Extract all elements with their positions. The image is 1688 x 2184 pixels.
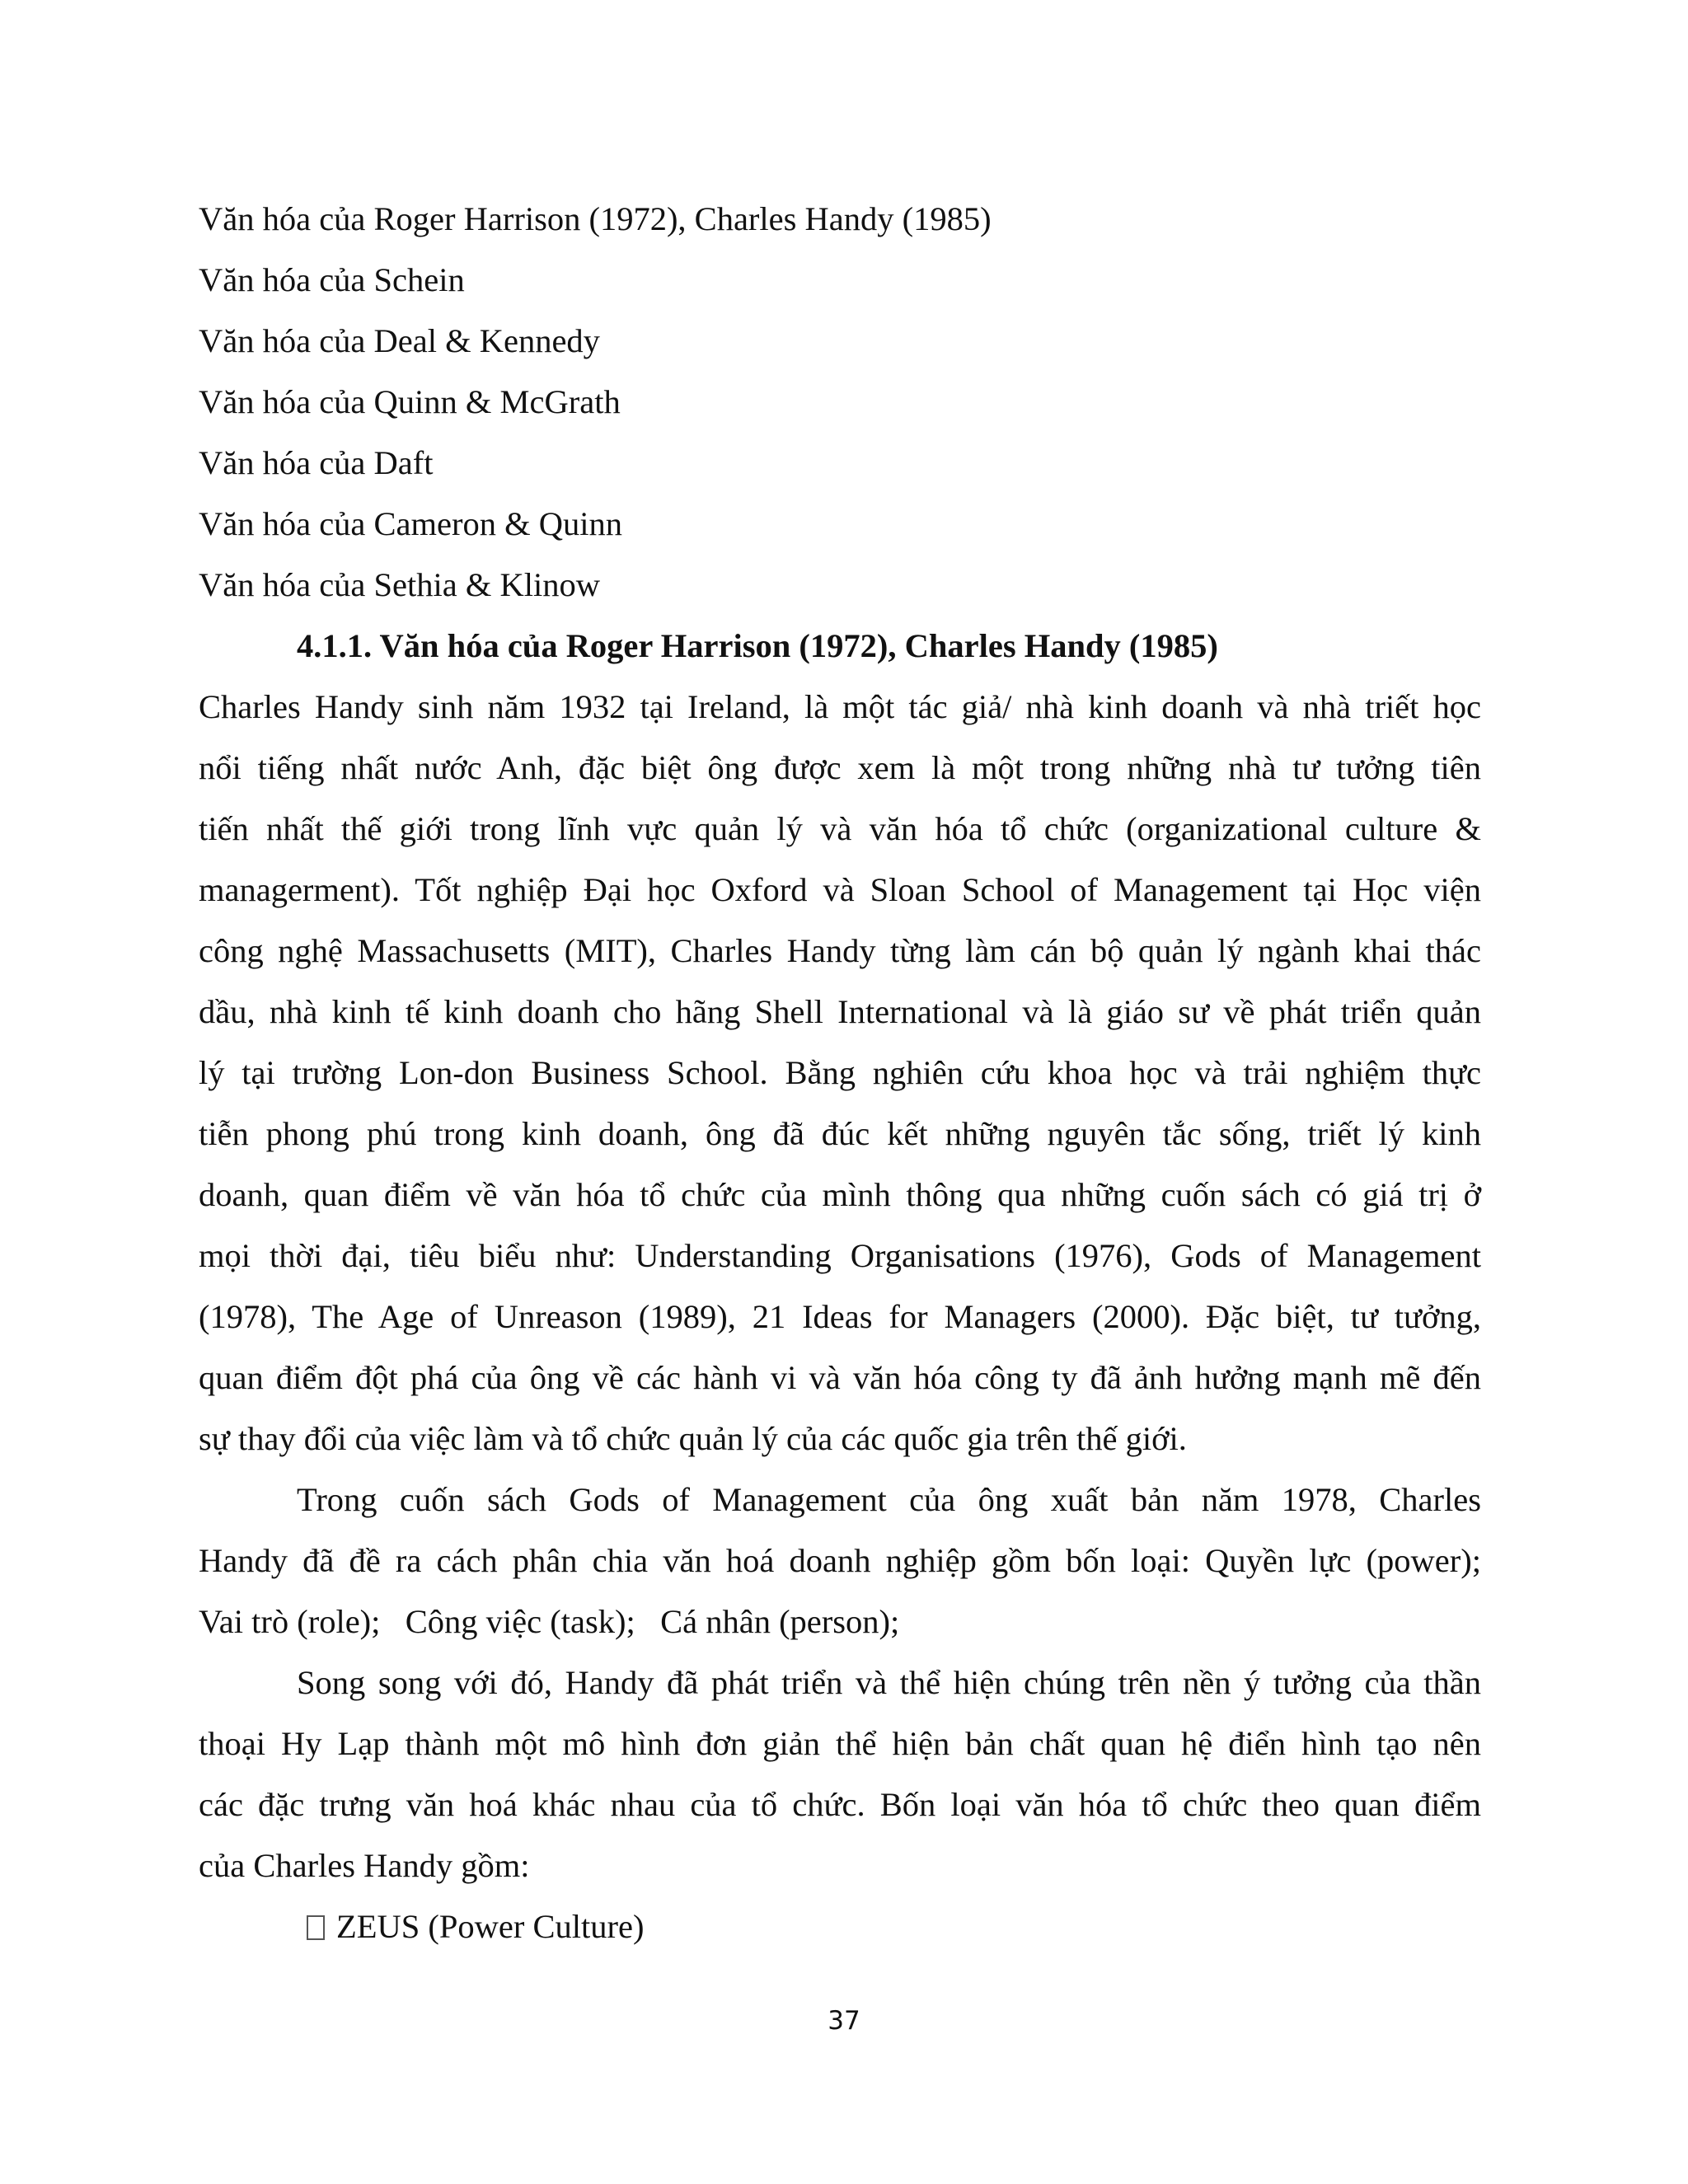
paragraph-line: tiến nhất thế giới trong lĩnh vực quản lý và văn hóa tổ chức (organizational culture & xyxy=(199,810,1481,847)
page-number: 37 xyxy=(828,2006,860,2036)
paragraph-line: lý tại trường Lon-don Business School. Bằng nghiên cứu khoa học và trải nghiệm thực xyxy=(199,1054,1481,1091)
toc-item: Văn hóa của Cameron & Quinn xyxy=(199,505,622,542)
paragraph-line: mọi thời đại, tiêu biểu như: Understanding Organisations (1976), Gods of Management xyxy=(199,1237,1481,1274)
missing-glyph-bullet-icon xyxy=(307,1915,325,1940)
bullet-item-text: ZEUS (Power Culture) xyxy=(336,1908,645,1945)
paragraph-line: sự thay đổi của việc làm và tổ chức quản lý của các quốc gia trên thế giới. xyxy=(199,1420,1187,1457)
paragraph-line: (1978), The Age of Unreason (1989), 21 Ideas for Managers (2000). Đặc biệt, tư tưởng, xyxy=(199,1298,1481,1335)
paragraph-line: Charles Handy sinh năm 1932 tại Ireland, là một tác giả/ nhà kinh doanh và nhà triết học xyxy=(199,688,1481,725)
paragraph-line: Vai trò (role); Công việc (task); Cá nhân (person); xyxy=(199,1603,900,1640)
toc-item: Văn hóa của Roger Harrison (1972), Charles Handy (1985) xyxy=(199,200,992,237)
paragraph-line: thoại Hy Lạp thành một mô hình đơn giản thể hiện bản chất quan hệ điển hình tạo nên xyxy=(199,1725,1481,1762)
toc-item: Văn hóa của Sethia & Klinow xyxy=(199,566,601,603)
toc-item: Văn hóa của Schein xyxy=(199,261,465,298)
toc-item: Văn hóa của Quinn & McGrath xyxy=(199,383,621,420)
paragraph-line: managerment). Tốt nghiệp Đại học Oxford và Sloan School of Management tại Học viện xyxy=(199,871,1481,908)
toc-item: Văn hóa của Daft xyxy=(199,444,434,481)
paragraph-line: nổi tiếng nhất nước Anh, đặc biệt ông được xem là một trong những nhà tư tưởng tiên xyxy=(199,749,1481,786)
paragraph-line: tiễn phong phú trong kinh doanh, ông đã đúc kết những nguyên tắc sống, triết lý kinh xyxy=(199,1115,1481,1152)
paragraph-line: các đặc trưng văn hoá khác nhau của tổ chức. Bốn loại văn hóa tổ chức theo quan điểm xyxy=(199,1786,1481,1823)
bullet-item xyxy=(307,1905,644,1948)
section-heading: 4.1.1. Văn hóa của Roger Harrison (1972), Charles Handy (1985) xyxy=(297,627,1218,664)
paragraph-line: doanh, quan điểm về văn hóa tổ chức của mình thông qua những cuốn sách có giá trị ở xyxy=(199,1176,1481,1213)
paragraph-line: quan điểm đột phá của ông về các hành vi và văn hóa công ty đã ảnh hưởng mạnh mẽ đến xyxy=(199,1359,1481,1396)
paragraph-line: dầu, nhà kinh tế kinh doanh cho hãng Shell International và là giáo sư về phát triển quản xyxy=(199,993,1481,1030)
paragraph-line: Song song với đó, Handy đã phát triển và thể hiện chúng trên nền ý tưởng của thần xyxy=(297,1664,1481,1701)
paragraph-line: Trong cuốn sách Gods of Management của ông xuất bản năm 1978, Charles xyxy=(297,1481,1481,1518)
paragraph-line: Handy đã đề ra cách phân chia văn hoá doanh nghiệp gồm bốn loại: Quyền lực (power); xyxy=(199,1542,1481,1579)
paragraph-line: của Charles Handy gồm: xyxy=(199,1847,530,1884)
paragraph-line: công nghệ Massachusetts (MIT), Charles Handy từng làm cán bộ quản lý ngành khai thác xyxy=(199,932,1481,969)
toc-item: Văn hóa của Deal & Kennedy xyxy=(199,322,600,359)
